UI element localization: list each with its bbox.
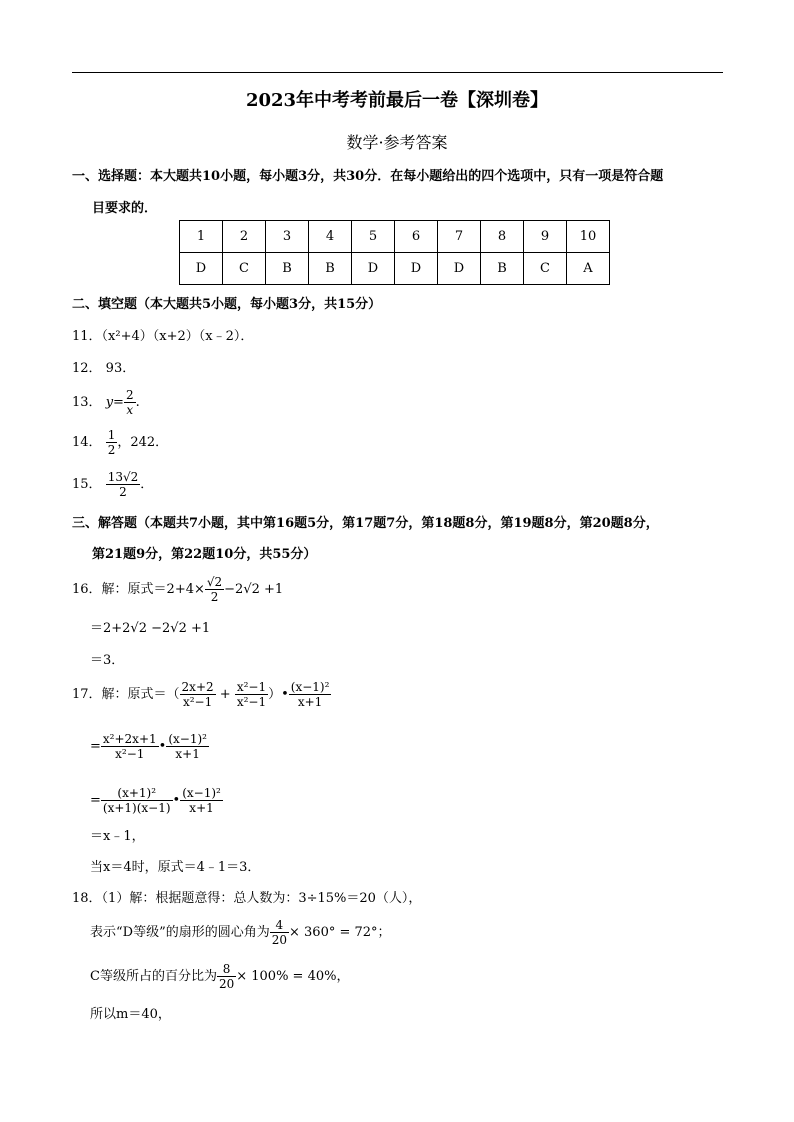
table-cell: D <box>180 253 223 285</box>
table-cell: D <box>352 253 395 285</box>
frac-den: x+1 <box>297 695 323 709</box>
q18-frac1 <box>270 918 289 947</box>
table-cell: 4 <box>309 221 352 253</box>
frac-den: 20 <box>218 977 235 991</box>
q18-line1: 18．（1）解：根据题意得：总人数为：3÷15%＝20（人）， <box>72 891 422 906</box>
q13-y: y= <box>105 395 124 410</box>
q15-fraction <box>106 470 141 499</box>
frac-den: 20 <box>271 933 287 947</box>
q18-line2-prefix: 表示“D等级”的扇形的圆心角为 <box>90 925 270 940</box>
q17-dot: • <box>172 793 181 808</box>
q15-suffix: ． <box>140 477 154 492</box>
top-rule <box>72 72 723 73</box>
answer-11: 11．（x²+4）（x+2）（x﹣2）． <box>72 329 254 344</box>
table-cell: D <box>438 253 481 285</box>
frac-num: (x−1)² <box>182 786 221 800</box>
q14-label: 14． <box>72 435 102 450</box>
q13-suffix: . <box>135 395 140 410</box>
q17-line5: 当x＝4时，原式＝4﹣1＝3． <box>90 860 261 875</box>
table-cell: 1 <box>180 221 223 253</box>
table-cell: A <box>567 253 610 285</box>
q16-fraction <box>205 575 224 604</box>
answer-table <box>179 220 610 285</box>
q18-line3-prefix: C等级所占的百分比为 <box>90 969 217 984</box>
table-cell: 7 <box>438 221 481 253</box>
table-cell: 9 <box>524 221 567 253</box>
table-cell: B <box>266 253 309 285</box>
q17-eq: = <box>90 739 101 754</box>
q17-frac2 <box>235 680 268 709</box>
q17-frac7 <box>180 786 223 815</box>
q17-frac5 <box>166 732 209 761</box>
q18-line2 <box>90 918 391 947</box>
frac-num: (x−1)² <box>290 680 330 694</box>
q17-line1 <box>72 680 331 709</box>
q13-label: 13． <box>72 395 102 410</box>
table-cell: C <box>524 253 567 285</box>
frac-num: x²+2x+1 <box>102 732 157 746</box>
answer-14 <box>72 428 168 457</box>
frac-num: (x−1)² <box>168 732 207 746</box>
q17-line4: ＝x﹣1， <box>90 829 145 844</box>
q18-line3 <box>90 962 349 991</box>
q17-frac6 <box>101 786 173 815</box>
q17-frac1 <box>180 680 216 709</box>
q15-label: 15． <box>72 477 102 492</box>
q15-num: 13√2 <box>107 470 139 484</box>
answer-table-answers-row <box>180 253 610 285</box>
page-subtitle: 数学·参考答案 <box>346 133 448 152</box>
q16-line2: ＝2+2√2 −2√2 +1 <box>90 621 211 636</box>
q17-line2 <box>90 732 209 761</box>
table-cell: C <box>223 253 266 285</box>
q16-prefix: 16．解：原式＝2+4× <box>72 582 205 597</box>
answer-13 <box>72 388 140 417</box>
section2-heading: 二、填空题（本大题共5小题，每小题3分，共15分） <box>72 297 382 312</box>
q17-eq: = <box>90 793 101 808</box>
frac-num: (x+1)² <box>101 786 173 801</box>
section3-heading-cont: 第21题9分，第22题10分，共55分） <box>92 547 317 562</box>
q18-line2-suffix: × 360° = 72°； <box>289 925 391 940</box>
frac-den: x+1 <box>189 801 214 815</box>
frac-den: x²−1 <box>236 695 267 709</box>
q17-dot: • <box>158 739 167 754</box>
frac-den: x²−1 <box>182 695 213 709</box>
frac-den: x+1 <box>175 747 200 761</box>
q14-suffix: ，242． <box>117 435 169 450</box>
q13-den: x <box>126 403 134 417</box>
table-cell: 10 <box>567 221 610 253</box>
table-cell: B <box>481 253 524 285</box>
q16-den: 2 <box>210 590 219 604</box>
section3-heading: 三、解答题（本题共7小题，其中第16题5分，第17题7分，第18题8分，第19题8分，第20题8分， <box>72 516 659 531</box>
table-cell: 3 <box>266 221 309 253</box>
section1-heading: 一、选择题：本大题共10小题，每小题3分，共30分．在每小题给出的四个选项中，只有一项是符合题 <box>72 169 664 184</box>
frac-den: x²−1 <box>115 747 145 761</box>
table-cell: 6 <box>395 221 438 253</box>
q14-fraction <box>106 428 118 457</box>
q17-mid: ）• <box>268 687 289 702</box>
q16-num: √2 <box>206 575 223 589</box>
answer-15 <box>72 470 153 499</box>
frac-num: 2x+2 <box>181 680 214 694</box>
q13-num: 2 <box>125 388 134 402</box>
frac-num: 4 <box>270 918 289 933</box>
q18-line4: 所以m＝40， <box>90 1007 171 1022</box>
table-cell: D <box>395 253 438 285</box>
q16-line3: ＝3． <box>90 653 125 668</box>
q14-num: 1 <box>107 428 116 442</box>
frac-den: (x+1)(x−1) <box>102 801 171 815</box>
q17-frac3 <box>289 680 332 709</box>
table-cell: 2 <box>223 221 266 253</box>
q16-suffix: −2√2 +1 <box>224 582 284 597</box>
answer-table-numbers-row <box>180 221 610 253</box>
q17-line3 <box>90 786 223 815</box>
q15-den: 2 <box>119 485 127 499</box>
q17-plus: + <box>219 687 231 702</box>
answer-12: 12． 93． <box>72 361 136 376</box>
table-cell: B <box>309 253 352 285</box>
q14-den: 2 <box>107 443 116 457</box>
frac-num: x²−1 <box>236 680 267 694</box>
q17-prefix: 17．解：原式＝（ <box>72 687 180 702</box>
section1-heading-cont: 目要求的． <box>92 201 158 216</box>
q16-line1 <box>72 575 283 604</box>
q13-fraction <box>124 388 136 417</box>
q18-line3-suffix: × 100% = 40%， <box>236 969 350 984</box>
q18-frac2 <box>217 962 236 991</box>
table-cell: 5 <box>352 221 395 253</box>
page-title: 2023年中考考前最后一卷【深圳卷】 <box>245 90 549 111</box>
table-cell: 8 <box>481 221 524 253</box>
q17-frac4 <box>101 732 159 761</box>
frac-num: 8 <box>217 962 236 977</box>
